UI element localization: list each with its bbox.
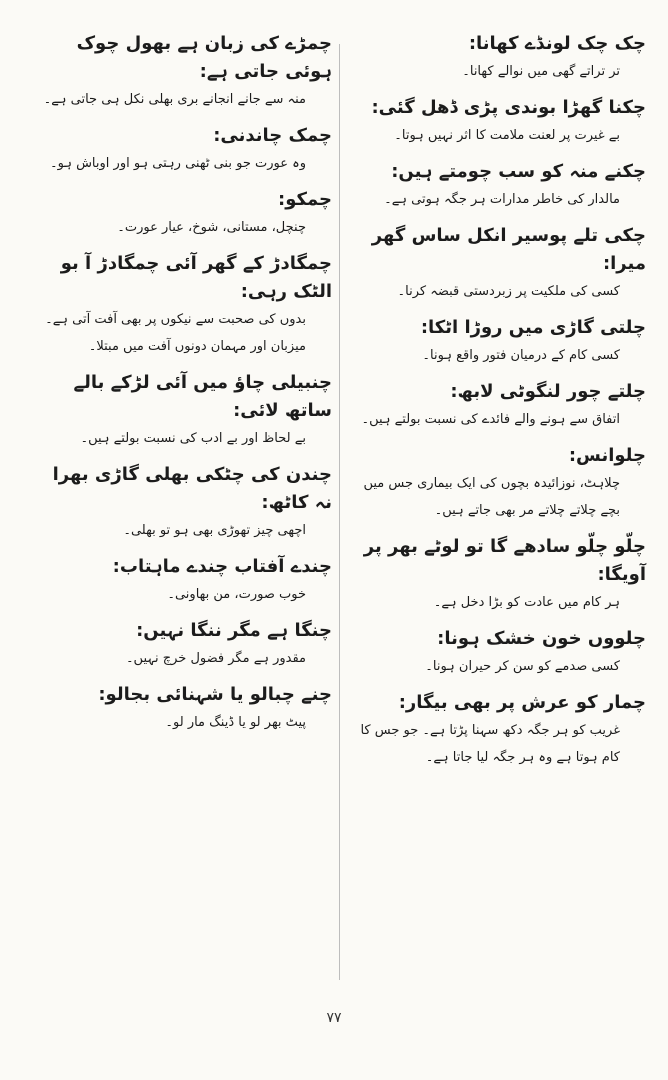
proverb-entry — [348, 222, 646, 305]
proverb-definition: مقدور ہے مگر فضول خرچ نہیں۔ — [125, 651, 306, 666]
proverb-headword: چمڑے کی زبان ہے بھول چوک ہوئی جاتی ہے: — [76, 33, 332, 82]
proverb-entry — [40, 369, 332, 452]
proverb-entry — [40, 122, 332, 177]
proverb-headword: چلتے چور لنگوٹی لابھ: — [450, 381, 646, 402]
proverb-entry — [348, 378, 646, 433]
proverb-entry — [40, 30, 332, 113]
proverb-headword: چکنا گھڑا بوندی پڑی ڈھل گئی: — [371, 97, 646, 118]
proverb-headword: چنبیلی چاؤ میں آئی لڑکے بالے ساتھ لائی: — [73, 372, 332, 421]
proverb-definition: خوب صورت، من بھاونی۔ — [167, 587, 306, 602]
proverb-headword: چلووں خون خشک ہونا: — [437, 628, 646, 649]
proverb-definition: بے غیرت پر لعنت ملامت کا اثر نہیں ہوتا۔ — [394, 128, 620, 143]
proverb-entry — [348, 158, 646, 213]
proverb-entry — [348, 314, 646, 369]
proverb-entry — [40, 681, 332, 736]
proverb-definition: چنچل، مستانی، شوخ، عیار عورت۔ — [117, 220, 306, 235]
proverb-entry — [40, 250, 332, 360]
proverb-definition: بے لحاظ اور بے ادب کی نسبت بولتے ہیں۔ — [80, 431, 306, 446]
proverb-entry — [40, 553, 332, 608]
proverb-definition: وہ عورت جو بنی ٹھنی رہتی ہو اور اوباش ہو۔ — [49, 156, 306, 171]
proverb-definition: اتفاق سے ہونے والے فائدے کی نسبت بولتے ہیں۔ — [361, 412, 620, 427]
proverb-entry — [40, 461, 332, 544]
right-column — [348, 30, 646, 990]
proverb-entry — [348, 94, 646, 149]
proverb-headword: چمگادڑ کے گھر آئی چمگادڑ آ بو الٹک رہی: — [60, 253, 332, 302]
proverb-entry — [348, 689, 646, 771]
proverb-headword: چمکو: — [278, 189, 332, 210]
proverb-entry — [40, 617, 332, 672]
proverb-definition: پیٹ بھر لو یا ڈینگ مار لو۔ — [165, 715, 306, 730]
proverb-definition: غریب کو ہر جگہ دکھ سہنا پڑتا ہے۔ جو جس کا کام ہوتا ہے وہ ہر جگہ لیا جاتا ہے۔ — [360, 723, 620, 765]
proverb-definition: چلاہٹ، نوزائیدہ بچوں کی ایک بیماری جس میں بچے چلاتے چلاتے مر بھی جاتے ہیں۔ — [363, 476, 620, 518]
proverb-headword: چمار کو عرش پر بھی بیگار: — [398, 692, 646, 713]
proverb-headword: چلتی گاڑی میں روڑا اٹکا: — [420, 317, 646, 338]
proverb-headword: چک چک لونڈے کھانا: — [468, 33, 646, 54]
proverb-entry — [348, 30, 646, 85]
proverb-definition: منہ سے جانے انجانے بری بھلی نکل ہی جاتی ہے۔ — [43, 92, 306, 107]
proverb-entry — [348, 442, 646, 524]
proverb-headword: چنگا ہے مگر ننگا نہیں: — [136, 620, 332, 641]
proverb-definition: اچھی چیز تھوڑی بھی ہو تو بھلی۔ — [123, 523, 306, 538]
proverb-headword: چکنے منہ کو سب چومتے ہیں: — [391, 161, 646, 182]
page-number: ۷۷ — [326, 1010, 342, 1026]
proverb-headword: چلوانس: — [568, 445, 646, 466]
proverb-entry — [348, 533, 646, 616]
proverb-entry — [40, 186, 332, 241]
proverb-definition: مالدار کی خاطر مدارات ہر جگہ ہوتی ہے۔ — [384, 192, 620, 207]
proverb-definition: ہر کام میں عادت کو بڑا دخل ہے۔ — [433, 595, 620, 610]
proverb-entry — [348, 625, 646, 680]
proverb-definition: تر تراتے گھی میں نوالے کھانا۔ — [462, 64, 620, 79]
left-column — [40, 30, 332, 990]
proverb-definition: کسی صدمے کو سن کر حیران ہونا۔ — [425, 659, 620, 674]
proverb-headword: چمک چاندنی: — [213, 125, 332, 146]
column-divider — [339, 44, 340, 980]
proverb-headword: چنے چبالو یا شہنائی بجالو: — [98, 684, 332, 705]
proverb-headword: چندن کی چٹکی بھلی گاڑی بھرا نہ کاٹھ: — [52, 464, 332, 513]
proverb-headword: چکی تلے پوسیر انکل ساس گھر میرا: — [371, 225, 646, 274]
proverb-headword: چندے آفتاب چندے ماہتاب: — [112, 556, 332, 577]
proverb-definition: کسی کام کے درمیان فتور واقع ہونا۔ — [422, 348, 620, 363]
proverb-definition: بدوں کی صحبت سے نیکوں پر بھی آفت آتی ہے۔ میزبان اور مہمان دونوں آفت میں مبتلا۔ — [45, 312, 306, 354]
proverb-headword: چلّو چلّو سادھے گا تو لوٹے بھر پر آویگا: — [363, 536, 646, 585]
proverb-definition: کسی کی ملکیت پر زبردستی قبضہ کرنا۔ — [397, 284, 620, 299]
